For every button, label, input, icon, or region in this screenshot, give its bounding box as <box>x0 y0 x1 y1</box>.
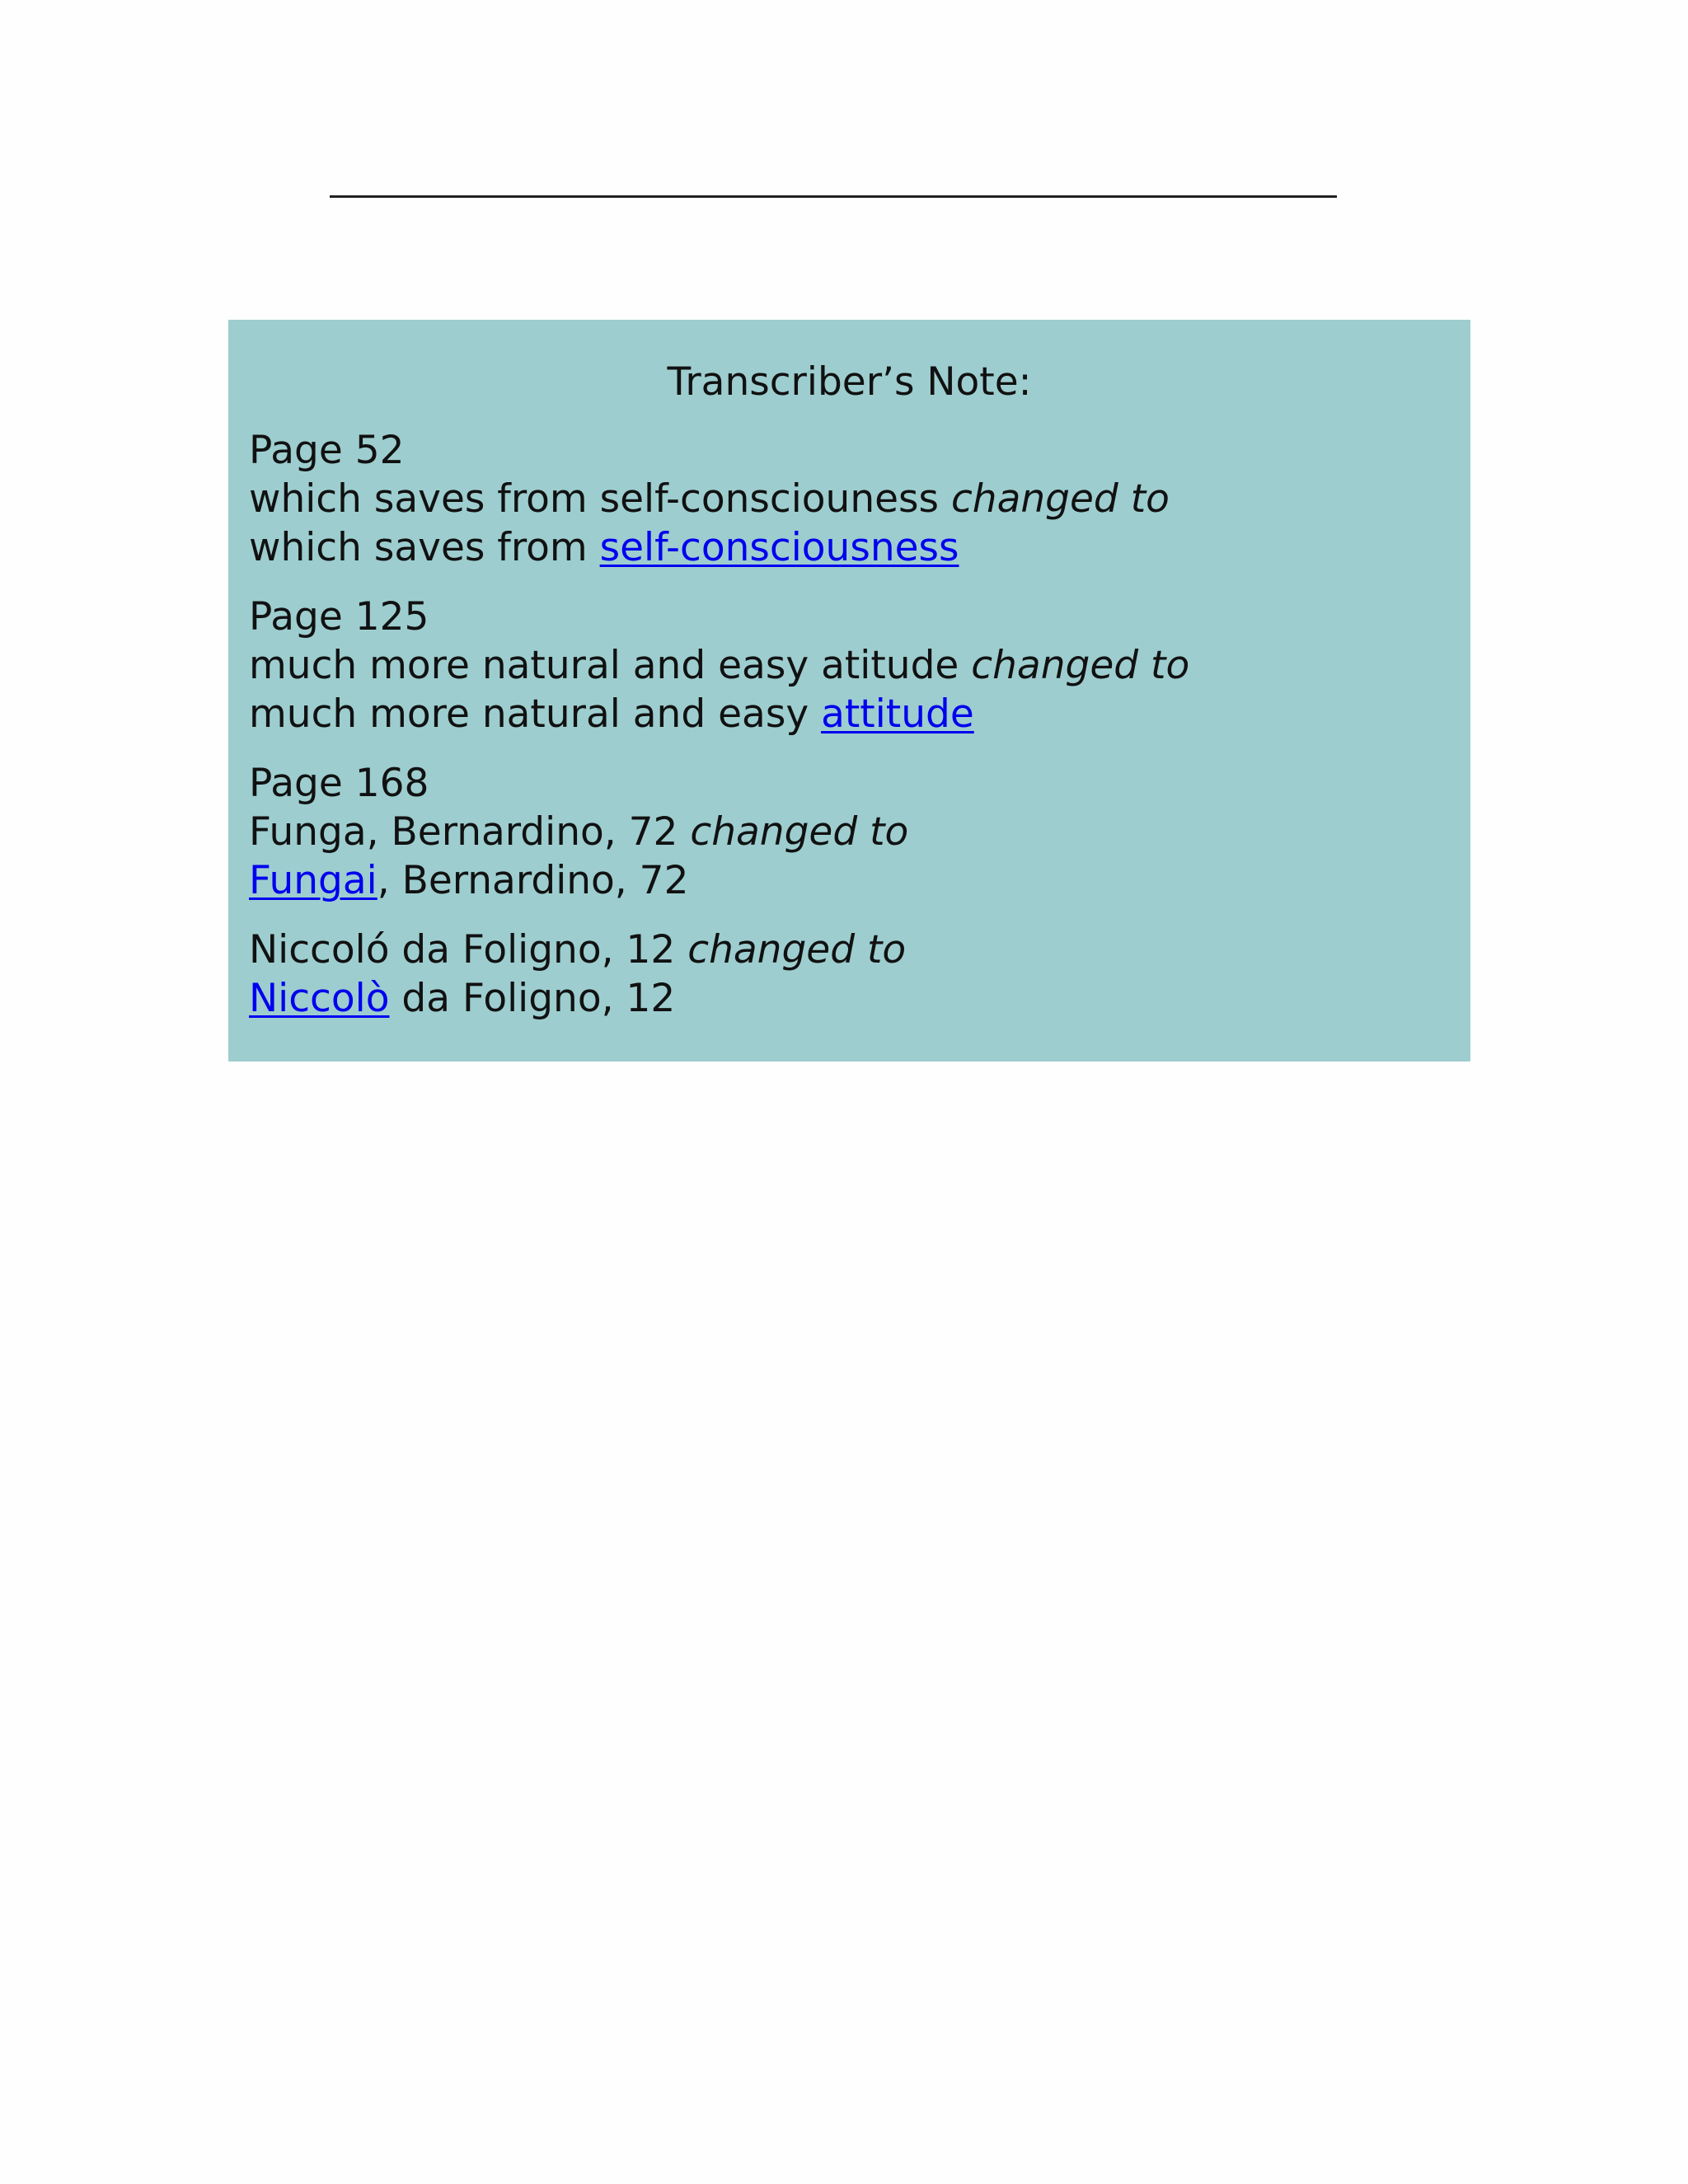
corrected-word-link[interactable]: Niccolò <box>249 976 390 1021</box>
changed-to-label: changed to <box>687 927 907 972</box>
corrected-word-link[interactable]: self-consciousness <box>599 525 959 570</box>
entry-corrected-line <box>249 856 1450 905</box>
corrected-prefix: which saves from <box>249 525 600 570</box>
note-entry-page-168 <box>249 759 1450 905</box>
changed-to-label: changed to <box>971 643 1190 688</box>
changed-to-label: changed to <box>690 809 909 855</box>
changed-to-label: changed to <box>950 476 1170 522</box>
corrected-suffix: , Bernardino, 72 <box>377 858 689 903</box>
horizontal-rule <box>330 195 1337 198</box>
corrected-suffix: da Foligno, 12 <box>389 976 676 1021</box>
entry-page-label: Page 52 <box>249 428 405 473</box>
entry-original-text: much more natural and easy atitude <box>249 643 959 688</box>
entry-original-text: Funga, Bernardino, 72 <box>249 809 678 855</box>
corrected-word-link[interactable]: attitude <box>821 691 974 737</box>
corrected-prefix: much more natural and easy <box>249 691 822 737</box>
entry-original-line <box>249 475 1450 523</box>
entry-page-label: Page 125 <box>249 594 429 640</box>
entry-original-line <box>249 641 1450 690</box>
note-entry-page-125 <box>249 593 1450 738</box>
entry-original-line <box>249 926 1450 974</box>
entry-original-text: Niccoló da Foligno, 12 <box>249 927 676 972</box>
entry-corrected-line <box>249 690 1450 738</box>
transcriber-note-box <box>228 320 1470 1062</box>
corrected-word-link[interactable]: Fungai <box>249 858 377 903</box>
entry-page-label: Page 168 <box>249 761 429 806</box>
note-entry-page-52 <box>249 426 1450 572</box>
entry-original-line <box>249 808 1450 856</box>
entry-original-text: which saves from self-consciouness <box>249 476 940 522</box>
note-entry-niccolo <box>249 926 1450 1023</box>
note-title: Transcriber’s Note: <box>667 359 1032 405</box>
entry-corrected-line <box>249 523 1450 572</box>
entry-corrected-line <box>249 974 1450 1023</box>
